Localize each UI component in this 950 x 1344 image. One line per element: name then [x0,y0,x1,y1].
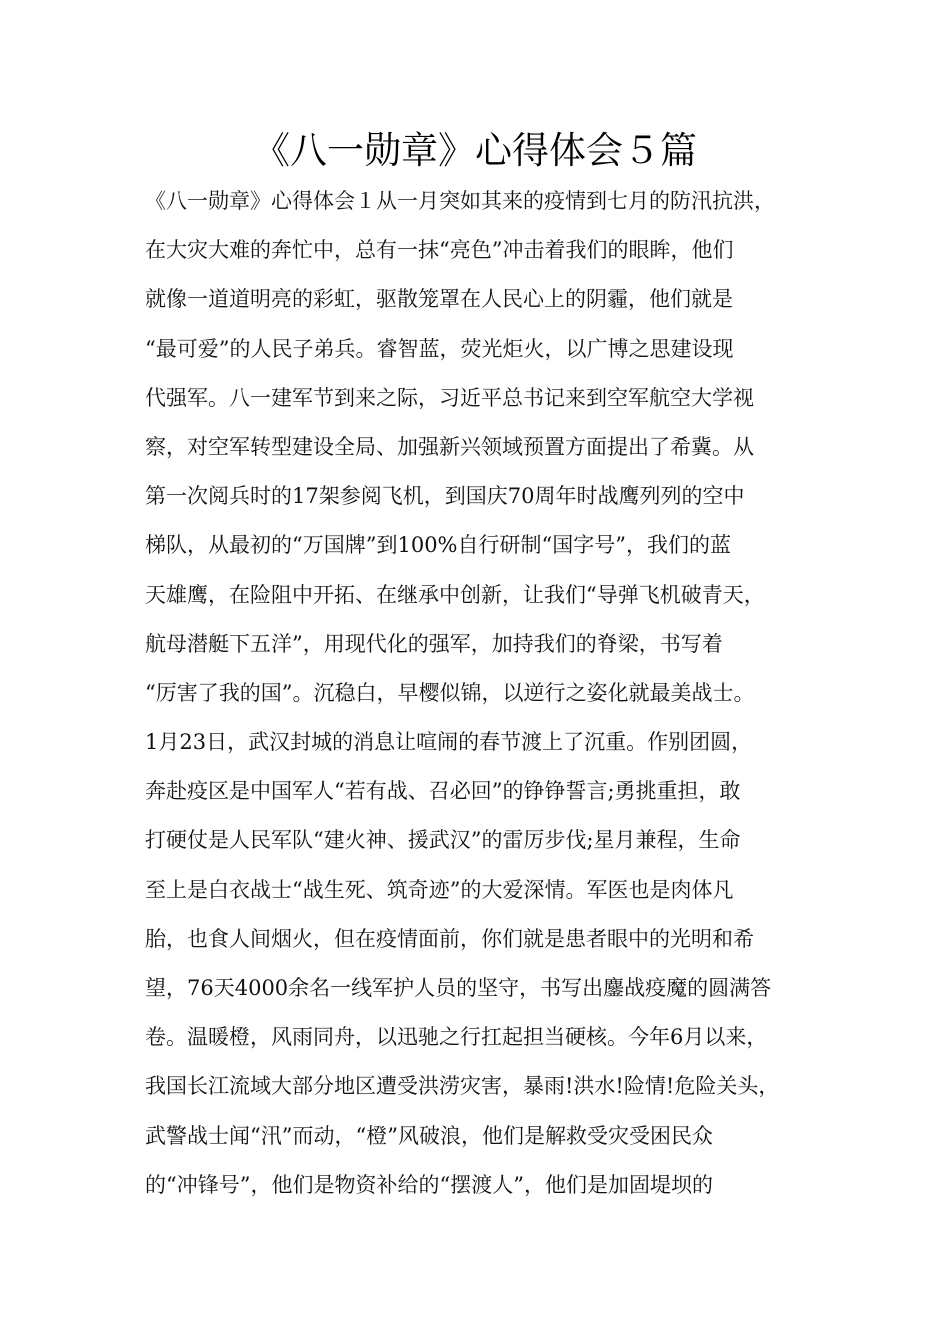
document-title: 《八一勋章》心得体会５篇 [253,129,697,172]
paragraph-line: 我国长江流域大部分地区遭受洪涝灾害，暴雨!洪水!险情!危险关头， [145,1074,780,1099]
paragraph-line: 的“冲锋号”，他们是物资补给的“摆渡人”，他们是加固堤坝的 [145,1172,713,1197]
paragraph-line: 奔赴疫区是中国军人“若有战、召必回”的铮铮誓言;勇挑重担，敢 [145,779,741,804]
document-body [145,182,835,1215]
paragraph-line: 武警战士闻“汛”而动，“橙”风破浪，他们是解救受灾受困民众 [145,1123,713,1148]
paragraph-line: 就像一道道明亮的彩虹，驱散笼罩在人民心上的阴霾，他们就是 [145,287,733,312]
paragraph-line: 察，对空军转型建设全局、加强新兴领域预置方面提出了希冀。从 [145,434,754,459]
paragraph-line: 航母潜艇下五洋”，用现代化的强军，加持我们的脊梁，书写着 [145,631,723,656]
paragraph-line: 1月23日，武汉封城的消息让喧闹的春节渡上了沉重。作别团圆， [145,730,753,755]
paragraph-line: 梯队，从最初的“万国牌”到100%自行研制“国字号”，我们的蓝 [145,533,731,558]
paragraph-line: 望，76天4000余名一线军护人员的坚守，书写出鏖战疫魔的圆满答 [145,976,772,1000]
paragraph-line: 卷。温暖橙，风雨同舟，以迅驰之行扛起担当硬核。今年6月以来， [145,1025,768,1050]
paragraph-line: 在大灾大难的奔忙中，总有一抹“亮色”冲击着我们的眼眸，他们 [145,238,734,263]
paragraph-line: 代强军。八一建军节到来之际，习近平总书记来到空军航空大学视 [145,385,754,410]
paragraph-line: 天雄鹰，在险阻中开拓、在继承中创新，让我们“导弹飞机破青天， [145,582,765,607]
paragraph-line: 《八一勋章》心得体会１从一月突如其来的疫情到七月的防汛抗洪， [145,189,775,213]
paragraph-line: 至上是白衣战士“战生死、筑奇迹”的大爱深情。军医也是肉体凡 [145,877,734,902]
paragraph-line: “最可爱”的人民子弟兵。睿智蓝，荧光炬火，以广博之思建设现 [145,336,734,361]
paragraph-line: 打硬仗是人民军队“建火神、援武汉”的雷厉步伐;星月兼程，生命 [145,828,741,853]
paragraph-line: “厉害了我的国”。沉稳白，早樱似锦，以逆行之姿化就最美战士。 [145,680,755,705]
paragraph-line: 第一次阅兵时的17架参阅飞机，到国庆70周年时战鹰列列的空中 [145,484,745,509]
paragraph-line: 胎，也食人间烟火，但在疫情面前，你们就是患者眼中的光明和希 [145,926,754,951]
